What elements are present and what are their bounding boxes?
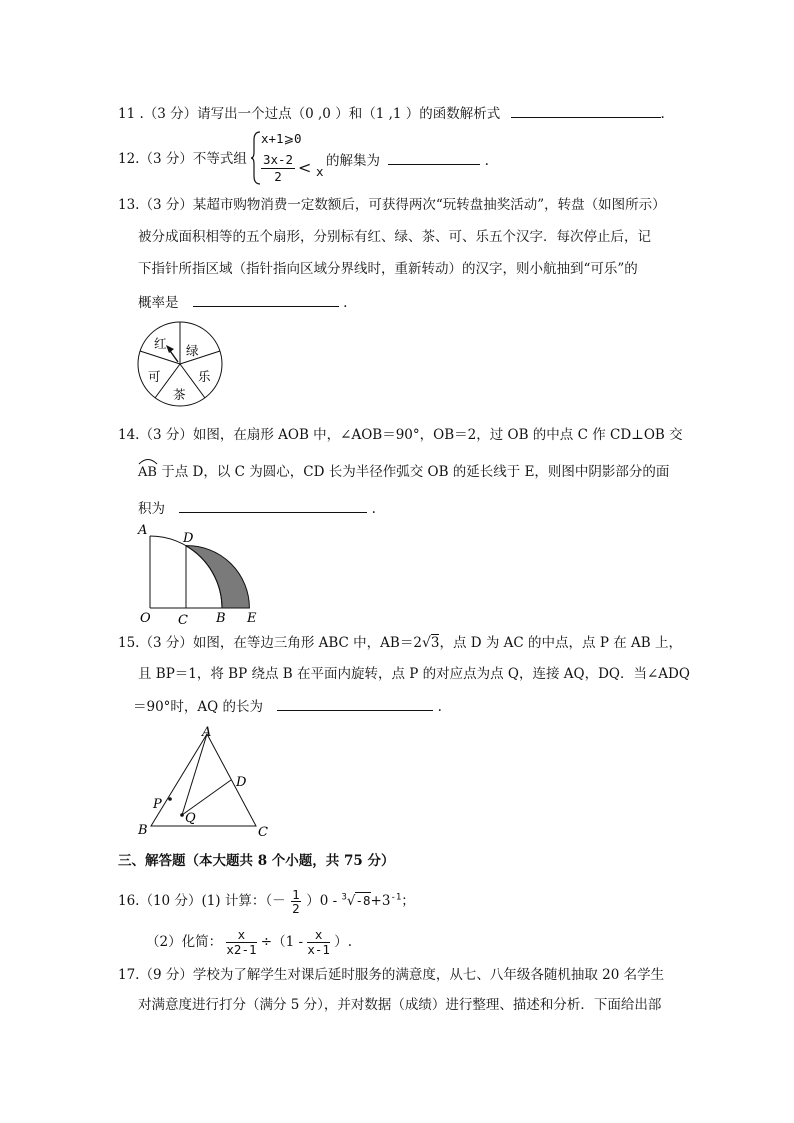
q12-ineq2-den: 2 [274,169,282,184]
wheel-label-hong: 红 [154,336,167,351]
wheel-label-cha: 茶 [173,387,186,402]
q16-half-fraction: $\frac{1}{2}$ [292,887,300,916]
q14-line1: 14.（3 分）如图，在扇形 AOB 中，∠AOB＝90°，OB＝2，过 OB 的中点 C 作 CD⊥OB 交 [118,427,683,443]
q12-ineq2-num: 3x-2 [262,152,294,167]
q17-line1: 17.（9 分）学校为了解学生对课后延时服务的满意度，从七、八年级各随机抽取 20 名学生 [118,967,665,983]
fig15-label-a: A [202,725,212,740]
fig15-label-c: C [258,825,268,840]
q16-part1 [118,888,415,914]
fig15-label-p: P [153,797,162,812]
q15-radicand: 3 [430,635,440,651]
q12-answer-blank[interactable] [388,150,480,165]
q16-mid: ）0 - [306,893,338,909]
fig14-label-e: E [247,611,257,626]
q16-part2 [146,928,352,958]
q14-answer-blank[interactable] [179,498,367,513]
q11-answer-blank[interactable] [511,103,661,118]
q12-ineq2-rhs: x [316,164,324,179]
q14-line3-prefix: 积为 [138,501,165,517]
q14-line2-wrap [138,463,669,482]
q16-tail-exp: -1 [390,892,402,903]
q16-tail-end: ； [401,893,415,909]
point-p [168,797,172,801]
q15-line3-prefix: ＝90°时，AQ 的长为 [133,699,264,715]
q13-line4-prefix: 概率是 [138,295,179,311]
q15-line2: 且 BP＝1，将 BP 绕点 B 在平面内旋转，点 P 的对应点为点 Q，连接 AQ，DQ．当∠ADQ [138,666,690,682]
triangle-figure [132,724,277,840]
q15-line1-b: ，点 D 为 AC 的中点，点 P 在 AB 上， [439,635,682,651]
fig15-label-b: B [138,823,148,838]
q13-line3: 下指针所指区域（指针指向区域分界线时，重新转动）的汉字，则小航抽到“可乐”的 [138,261,638,277]
fig15-label-d: D [236,775,247,790]
fig14-label-d: D [183,531,194,546]
spinner-wheel-figure [134,318,226,410]
q16-root-index: 3 [341,892,347,903]
q16-fraction-2: $\frac{x}{x-1}$ [307,927,330,957]
q16-p2-mid: ÷（1 - [260,934,304,950]
wheel-pointer-icon [166,345,178,362]
q15-line3 [133,696,442,716]
q14-line2: 于点 D，以 C 为圆心，CD 长为半径作弧交 OB 的延长线于 E，则图中阴影部分的面 [161,464,670,480]
q16-fraction-1: $\frac{x}{x2-1}$ [226,927,257,957]
wheel-label-ke: 可 [148,369,161,384]
q12-tail [326,150,489,170]
q16-p2-prefix: （2）化简： [146,934,223,950]
q11 [118,103,665,123]
q14-line3 [138,498,376,518]
point-q [180,813,184,817]
q12-end: . [484,153,489,169]
fig14-label-o: O [140,611,151,626]
q13-line4-end: . [343,295,348,311]
q15-line1 [118,634,682,652]
q15-answer-blank[interactable] [277,696,433,711]
fig14-label-c: C [178,613,188,628]
q12-prefix: 12.（3 分）不等式组 [118,151,247,167]
q16-radicand: -8 [355,893,371,908]
q12-ineq2-fraction [259,152,297,185]
section-3-title: 三、解答题（本大题共 8 个小题，共 75 分） [118,853,395,869]
q13-line1: 13.（3 分）某超市购物消费一定数额后，可获得两次“玩转盘抽奖活动”，转盘（如图所示） [118,197,666,213]
q16-p2-end: ）. [334,934,353,950]
arc-mark-icon [138,457,158,465]
q12-ineq2-rel: < [298,158,312,177]
q12-suffix: 的解集为 [326,153,380,169]
fig14-label-a: A [138,523,148,538]
q13-line4 [138,292,347,312]
q16-tail: +3 [370,893,391,909]
wheel-label-le: 乐 [198,369,211,384]
fig14-label-b: B [216,611,226,626]
sqrt-icon: √ [421,635,431,651]
q11-end: . [660,106,665,122]
q14-arc-label: AB [138,463,157,482]
sector-figure [132,518,268,630]
fig15-label-q: Q [185,811,196,826]
q14-line3-end: . [371,501,376,517]
shaded-region [186,546,249,608]
q16-prefix: 16.（10 分）(1) 计算：（－ [118,893,286,909]
q11-text: 11 .（3 分）请写出一个过点（0 ,0 ）和（1 ,1 ）的函数解析式 [118,106,501,122]
q15-line3-end: . [437,699,442,715]
q13-answer-blank[interactable] [193,292,339,307]
q13-line2: 被分成面积相等的五个扇形，分别标有红、绿、茶、可、乐五个汉字．每次停止后，记 [138,229,651,245]
q15-line1-a: 15.（3 分）如图，在等边三角形 ABC 中，AB＝2 [118,635,422,651]
q17-line2: 对满意度进行打分（满分 5 分），并对数据（成绩）进行整理、描述和分析．下面给出部 [138,997,662,1013]
wheel-label-lv: 绿 [186,343,199,358]
q12-ineq1: x+1⩾0 [261,131,302,146]
cube-root-icon: √ [346,893,356,909]
